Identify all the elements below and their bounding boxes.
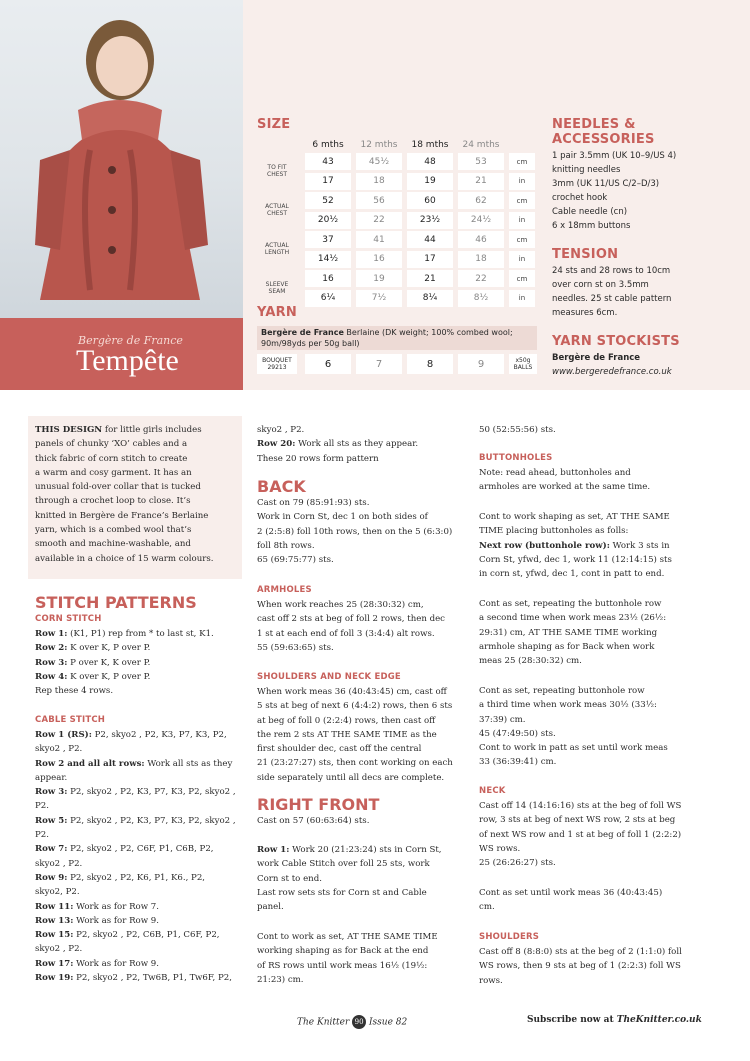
size-row-label: TO FIT CHEST [267,164,287,178]
cable-row [35,742,245,756]
size-value: 19 [407,173,453,190]
right-front-heading: RIGHT FRONT [257,795,380,814]
buttonholes-row [479,510,694,524]
intro-line [35,494,240,508]
photo-illustration [0,0,243,318]
footer-site-link[interactable]: TheKnitter.co.uk [616,1015,702,1025]
size-value: 7½ [356,290,402,307]
size-value: 18 [458,251,504,268]
shoulders-neck-line: When work meas 36 (40:43:45) cm, cast off [257,687,447,697]
cable-row [35,957,245,971]
needles-line: 6 x 18mm buttons [552,221,631,231]
yarn-desc-text: Berlaine (DK weight; 100% combed wool; 90m/98yds per 50g ball) [261,328,513,348]
right-front-row-label: Row 1: [257,845,290,855]
cable-row [35,971,245,985]
needles-line: crochet hook [552,193,608,203]
size-value: 62 [458,192,504,209]
corn-row-text: (K1, P1) rep from * to last st, K1. [67,629,214,639]
cable-row [35,914,245,928]
intro-line-text: knitted in Bergère de France’s Berlaine [35,510,209,521]
cable-cont-row [257,437,467,451]
back-heading: BACK [257,477,306,496]
yarn-balls-value: 7 [356,354,402,374]
cable-row [35,757,245,771]
buttonholes-row-text: TIME placing buttonholes as folls: [479,526,629,537]
cable-row-text: Work as for Row 9. [73,915,159,926]
buttonholes-third-line: 37:39) cm. [479,714,526,725]
cable-row [35,900,245,914]
cable-cont-row-text: skyo2 , P2. [257,425,305,435]
cable-row [35,942,245,956]
size-row [257,153,537,178]
armholes-line: 1 st at each end of foll 3 (3:4:4) alt rows. [257,628,435,639]
size-unit: in [509,251,535,268]
corn-row-label: Row 2: [35,643,68,654]
shoulders-heading: SHOULDERS [479,932,540,942]
back-line: 2 (2:5:8) foll 10th rows, then on the 5 (6:3:0) [257,526,453,537]
yarn-unit-line2: BALLS [513,364,533,371]
size-value: 37 [305,231,351,248]
cable-row-text: P2, skyo2 , P2, C6B, P1, C6F, P2, [73,930,220,941]
sts-line: 50 (52:55:56) sts. [479,425,556,435]
right-front-row [257,843,472,857]
needles-list [552,149,676,233]
footer-magazine: The Knitter [297,1017,350,1028]
shoulders-neck-line: 5 sts at beg of next 6 (4:4:2) rows, then 6 sts [257,701,453,712]
tension-section [552,247,671,320]
tension-line: measures 6cm. [552,308,618,318]
size-value: 41 [356,231,402,248]
stockists-heading: YARN STOCKISTS [552,334,680,349]
size-value: 43 [305,153,351,170]
shoulders-neck-heading: SHOULDERS AND NECK EDGE [257,672,401,682]
corn-row-label: Row 3: [35,657,68,668]
buttonholes-row [479,553,694,567]
cable-cont-row-text: Work all sts as they appear. [295,439,419,450]
size-value: 22 [356,212,402,229]
buttonholes-second-line: a second time when work meas 23½ (26½: [479,613,667,624]
corn-row [35,627,245,641]
size-value: 16 [305,270,351,287]
buttonholes-note [479,466,694,495]
size-value: 17 [305,173,351,190]
intro-line [35,466,240,480]
size-column-header: 18 mths [411,140,449,150]
corn-row-text: Rep these 4 rows. [35,686,114,697]
cable-row [35,728,245,742]
armholes-line: 55 (59:63:65) sts. [257,642,334,653]
cable-row-text: P2. [35,830,49,841]
cable-continued [257,423,467,466]
yarn-unit [509,354,537,374]
intro-line [35,480,240,494]
cable-row [35,828,245,842]
buttonholes-row-text: Corn St, yfwd, dec 1, work 11 (12:14:15) sts [479,554,672,565]
needles-section [552,117,676,233]
intro-line [35,523,240,537]
cable-stitch-heading: CABLE STITCH [35,715,106,725]
corn-row-text: K over K, P over P. [67,671,151,682]
yarn-label-line1: BOUQUET [262,357,292,364]
yarn-label-line2: 29213 [267,364,287,371]
yarn-balls-value: 8 [407,354,453,374]
footer-right [527,1015,702,1025]
shoulders-neck-line: first shoulder dec, cast off the central [257,744,422,755]
size-row [257,192,537,217]
cable-row-text: skyo2 , P2. [35,944,83,955]
yarn-heading: YARN [257,305,297,320]
neck-line: Cast off 14 (14:16:16) sts at the beg of foll WS [479,801,682,811]
shoulders-line: rows. [479,975,503,986]
cable-row-text: skyo2 , P2. [35,744,83,755]
right-front-row-text: Last row sets sts for Corn st and Cable [257,887,427,898]
intro-line-text: available in a choice of 15 warm colours. [35,553,214,564]
needles-line: Cable needle (cn) [552,207,628,217]
intro-line-text: for little girls includes [102,425,202,435]
cable-row-text: P2, skyo2 , P2, Tw6B, P1, Tw6F, P2, [73,973,232,984]
shoulders-neck-line: 21 (23:27:27) sts, then cont working on each [257,758,453,769]
intro-lead: THIS DESIGN [35,425,103,435]
corn-row-label: Row 4: [35,671,68,682]
cable-row [35,842,245,856]
cable-row-text: skyo2 , P2. [35,858,83,869]
back-line: Cast on 79 (85:91:93) sts. [257,498,370,508]
size-row [257,231,537,256]
intro-line-text: panels of chunky ‘XO’ cables and a [35,439,188,450]
back-line: Work in Corn St, dec 1 on both sides of [257,512,428,523]
back-line: 65 (69:75:77) sts. [257,555,334,566]
corn-row [35,670,245,684]
yarn-balls-value: 9 [458,354,504,374]
cable-row [35,871,245,885]
size-row [257,251,537,268]
size-value: 8¼ [407,290,453,307]
right-front-cast-on [257,814,472,828]
intro-text [35,423,240,566]
cable-row-label: Row 17: [35,958,74,969]
neck-line: WS rows. [479,843,521,854]
needles-heading-1: NEEDLES & [552,117,636,132]
stitch-patterns-heading: STITCH PATTERNS [35,593,197,612]
right-front-row-text: Corn st to end. [257,873,322,884]
cable-row-label: Row 11: [35,901,74,912]
buttonholes-third-line: Cont to work in patt as set until work meas [479,743,668,754]
neck-continue-line: cm. [479,902,495,913]
corn-row-label: Row 1: [35,629,68,639]
size-value: 18 [356,173,402,190]
cable-row [35,814,245,828]
size-value: 22 [458,270,504,287]
right-front-row-text: work Cable Stitch over foll 25 sts, work [257,859,430,870]
corn-stitch-heading: CORN STITCH [35,614,102,624]
size-unit: in [509,290,535,307]
tension-line: over corn st on 3.5mm [552,280,649,290]
buttonholes-row-text: Cont to work shaping as set, AT THE SAME [479,512,670,522]
size-unit: in [509,173,535,190]
needles-line: 3mm (UK 11/US C/2–D/3) [552,179,660,189]
stockist-brand: Bergère de France [552,353,641,363]
cable-row-text: Work as for Row 7. [73,901,159,912]
armholes-text [257,598,467,655]
footer-subscribe: Subscribe now at [527,1015,617,1025]
buttonholes-note-line: Note: read ahead, buttonholes and [479,468,631,478]
corn-row [35,656,245,670]
size-value: 44 [407,231,453,248]
buttonholes-third-line: Cont as set, repeating buttonhole row [479,686,645,696]
intro-line [35,509,240,523]
size-heading: SIZE [257,117,291,132]
buttonholes-heading: BUTTONHOLES [479,453,553,463]
cable-row-text: P2, skyo2 , P2, K3, P7, K3, P2, skyo2 , [67,815,236,826]
stockist-url[interactable]: www.bergeredefrance.co.uk [552,367,672,377]
yarn-balls-value: 6 [305,354,351,374]
right-front-shaping-line: 21:23) cm. [257,974,304,985]
intro-line-text: smooth and machine-washable, and [35,539,191,550]
cable-row [35,799,245,813]
corn-stitch-rows [35,627,245,698]
cable-row-label: Row 19: [35,973,74,984]
cable-row-text: P2, skyo2 , P2, K3, P7, K3, P2, [91,730,227,740]
size-value: 56 [356,192,402,209]
cable-row-text: P2, skyo2 , P2, K6, P1, K6., P2, [67,872,206,883]
intro-line [35,437,240,451]
right-front-row [257,872,472,886]
buttonholes-third-line: 45 (47:49:50) sts. [479,728,556,739]
buttonholes-third-line: a third time when work meas 30½ (33½: [479,700,657,711]
cable-row-text: skyo2, P2. [35,887,80,898]
neck-line: 25 (26:26:27) sts. [479,858,556,869]
yarn-brand: Bergère de France [261,328,344,337]
shoulders-line: Cast off 8 (8:8:0) sts at the beg of 2 (1:1:0) foll [479,947,682,957]
shoulders-line: WS rows, then 9 sts at beg of 1 (2:2:3) foll WS [479,961,681,972]
armholes-line: cast off 2 sts at beg of foll 2 rows, then dec [257,614,445,625]
size-value: 6¼ [305,290,351,307]
buttonholes-row-text: in corn st, yfwd, dec 1, cont in patt to end. [479,569,665,580]
cable-cont-row-label: Row 20: [257,439,296,450]
cable-row-label: Row 15: [35,930,74,941]
intro-line-text: through a crochet loop to close. It’s [35,496,191,507]
corn-row-text: P over K, K over P. [67,657,151,668]
footer-issue: Issue 82 [369,1017,408,1028]
buttonholes-second-line: meas 25 (28:30:32) cm. [479,656,582,667]
corn-row [35,684,245,698]
cable-row [35,857,245,871]
cable-row-label: Row 9: [35,872,68,883]
right-front-row [257,900,472,914]
buttonholes-note-line: armholes are worked at the same time. [479,482,651,493]
buttonholes-second-line: Cont as set, repeating the buttonhole row [479,599,662,609]
size-value: 48 [407,153,453,170]
intro-line [35,552,240,566]
intro-line-text: a warm and cosy garment. It has an [35,467,192,478]
yarn-box [257,326,537,378]
tension-text [552,264,671,320]
needles-line: 1 pair 3.5mm (UK 10–9/US 4) [552,151,677,161]
buttonholes-row [479,539,694,553]
armholes-line: When work reaches 25 (28:30:32) cm, [257,600,424,610]
size-value: 21 [458,173,504,190]
size-row-label: ACTUAL CHEST [265,203,289,217]
buttonholes-second-line: armhole shaping as for Back when work [479,641,655,652]
shoulders-neck-line: side separately until all decs are complete. [257,772,445,783]
size-unit: in [509,212,535,229]
intro-line [35,452,240,466]
cable-row-label: Row 13: [35,915,74,926]
corn-row-text: K over K, P over P. [67,643,151,654]
cable-row-text: P2, skyo2 , P2, K3, P7, K3, P2, skyo2 , [67,787,236,798]
cable-row-label: Row 7: [35,844,68,855]
right-front-shaping-line: of RS rows until work meas 16½ (19½: [257,960,428,971]
cable-row-label: Row 1 (RS): [35,730,92,740]
cable-row [35,885,245,899]
cable-row-label: Row 2 and all alt rows: [35,758,145,769]
neck-heading: NECK [479,786,506,796]
pattern-title: Tempête [76,344,179,377]
buttonholes-row [479,567,694,581]
intro-line-text: yarn, which is a combed wool that’s [35,525,192,536]
size-row [257,173,537,190]
right-front-line: Cast on 57 (60:63:64) sts. [257,816,370,826]
cable-row-text: P2. [35,801,49,812]
armholes-heading: ARMHOLES [257,585,312,595]
shoulders-neck-text [257,685,472,785]
neck-line: row, 3 sts at beg of next WS row, 2 sts at beg [479,815,676,826]
sts-count [479,423,694,437]
size-value: 19 [356,270,402,287]
neck-continue [479,886,694,915]
size-value: 46 [458,231,504,248]
right-front-row-text: panel. [257,902,284,913]
title-brand: Bergère de France [78,334,183,347]
size-unit: cm [509,192,535,209]
cable-row [35,785,245,799]
cable-row-text: appear. [35,772,68,783]
size-row [257,270,537,295]
buttonholes-row-text: Work 3 sts in [609,540,670,551]
neck-line: of next WS row and 1 st at beg of foll 1 (2:2:2) [479,829,682,840]
yarn-colour-label [257,354,297,374]
size-value: 17 [407,251,453,268]
cable-cont-row [257,423,467,437]
intro-line-text: thick fabric of corn stitch to create [35,453,188,464]
buttonholes-third [479,684,694,770]
cable-cont-row-text: These 20 rows form pattern [257,453,379,464]
shoulders-text [479,945,694,988]
corn-row [35,641,245,655]
back-line: foll 8th rows. [257,540,315,551]
size-column-header: 6 mths [312,140,344,150]
yarn-quantity-row [257,354,537,374]
needles-line: knitting needles [552,165,621,175]
right-front-shaping-line: working shaping as for Back at the end [257,946,429,957]
cable-cont-row [257,452,467,466]
size-value: 23½ [407,212,453,229]
cable-row-text: P2, skyo2 , P2, C6F, P1, C6B, P2, [67,844,214,855]
cable-row [35,771,245,785]
size-row [257,290,537,307]
right-front-row [257,857,472,871]
tension-heading: TENSION [552,247,619,262]
buttonholes-second-line: 29:31) cm, AT THE SAME TIME working [479,627,658,638]
size-value: 52 [305,192,351,209]
size-value: 24½ [458,212,504,229]
size-value: 14½ [305,251,351,268]
back-text [257,496,467,567]
tension-line: needles. 25 st cable pattern [552,294,672,304]
size-row-label: SLEEVE SEAM [265,281,289,295]
size-value: 20½ [305,212,351,229]
size-unit: cm [509,153,535,170]
cable-stitch-rows [35,728,245,985]
child-coat-photo [0,0,243,318]
size-value: 16 [356,251,402,268]
size-column-header: 12 mths [360,140,398,150]
size-row [257,212,537,229]
yarn-description [257,326,537,350]
tension-line: 24 sts and 28 rows to 10cm [552,266,671,276]
buttonholes-third-line: 33 (36:39:41) cm. [479,757,557,768]
cable-row [35,928,245,942]
right-front-row1 [257,843,472,914]
footer-left [297,1015,407,1029]
page-number: 90 [352,1015,366,1029]
buttonholes-row-label: Next row (buttonhole row): [479,540,610,551]
size-value: 60 [407,192,453,209]
shoulders-neck-line: the rem 2 sts AT THE SAME TIME as the [257,729,437,740]
right-front-shaping-line: Cont to work as set, AT THE SAME TIME [257,932,438,942]
size-column-header: 24 mths [462,140,500,150]
size-unit: cm [509,231,535,248]
right-front-row [257,886,472,900]
right-front-row-text: Work 20 (21:23:24) sts in Corn St, [289,845,442,855]
stockists-section [552,334,680,379]
shoulders-neck-line: at beg of foll 0 (2:2:4) rows, then cast off [257,715,436,726]
size-row-label: ACTUAL LENGTH [264,242,290,256]
size-value: 53 [458,153,504,170]
yarn-unit-line1: x50g [515,357,531,364]
size-header-row [257,138,537,152]
cable-row-label: Row 5: [35,815,68,826]
right-front-shaping [257,930,472,987]
needles-heading-2: ACCESSORIES [552,132,655,147]
intro-line-text: unusual fold-over collar that is tucked [35,482,201,493]
buttonholes-row [479,524,694,538]
intro-line [35,537,240,551]
cable-row-text: Work as for Row 9. [73,958,159,969]
size-value: 8½ [458,290,504,307]
buttonholes-placing [479,510,694,581]
intro-line [35,423,240,437]
neck-text [479,799,694,870]
size-unit: cm [509,270,535,287]
size-value: 21 [407,270,453,287]
buttonholes-second [479,597,694,668]
cable-row-text: Work all sts as they [144,758,233,769]
size-value: 45½ [356,153,402,170]
cable-row-label: Row 3: [35,787,68,798]
neck-continue-line: Cont as set until work meas 36 (40:43:45) [479,888,663,898]
